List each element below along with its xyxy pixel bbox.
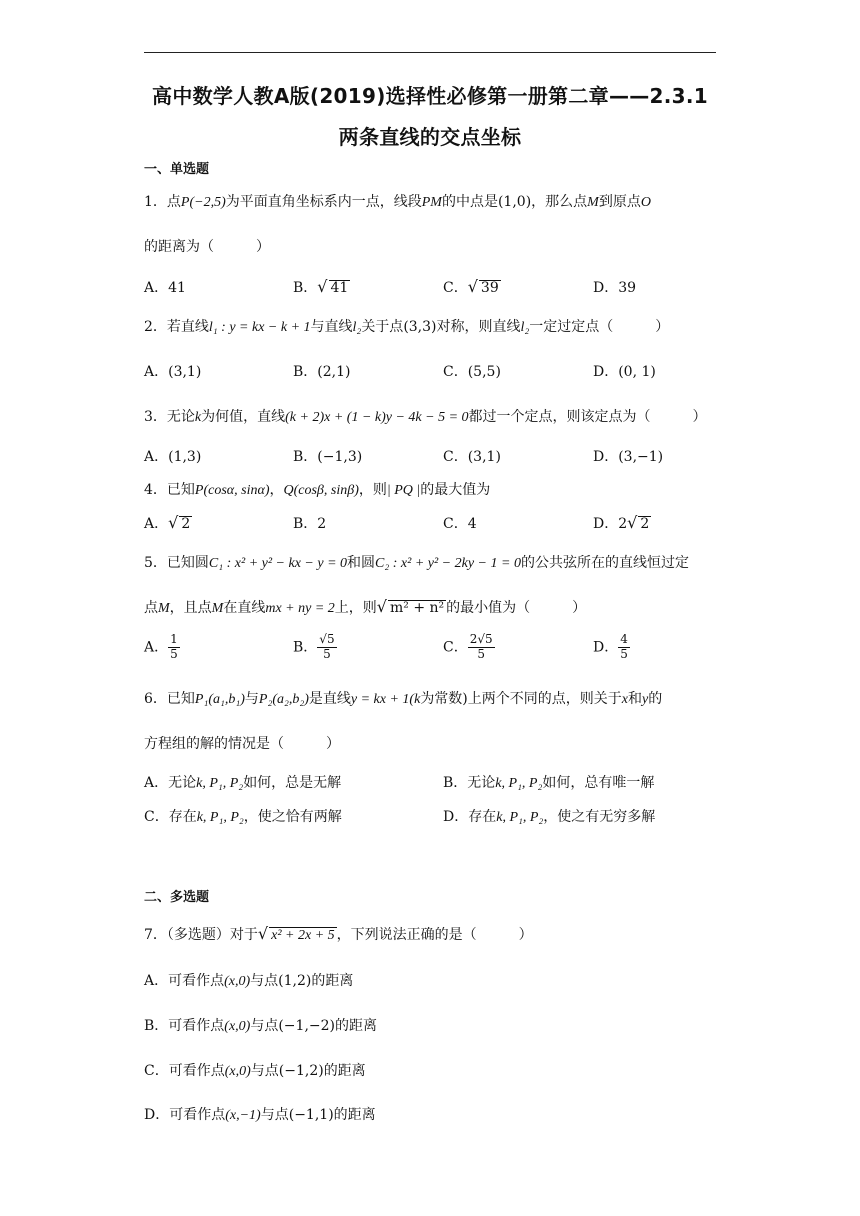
q5-option-a: A． $\frac{1}{5}$ bbox=[144, 632, 178, 661]
q5-option-c: C． $\frac{2√5}{5}$ bbox=[443, 632, 493, 661]
question-1-line-2: 的距离为（ ） bbox=[144, 239, 270, 255]
q2-option-b: B．(2,1) bbox=[293, 364, 351, 380]
q6-option-d: D．存在k, P₁, P₂，使之有无穷多解 bbox=[443, 809, 656, 825]
q1-option-b: B．√ 41 bbox=[293, 277, 349, 296]
page-subtitle: 两条直线的交点坐标 bbox=[338, 125, 522, 149]
q1-option-c: C．√ 39 bbox=[443, 277, 499, 296]
q7-option-a: A．可看作点(x,0)与点(1,2)的距离 bbox=[144, 973, 354, 989]
question-6-line-2: 方程组的解的情况是（ ） bbox=[144, 736, 340, 752]
q2-option-c: C．(5,5) bbox=[443, 364, 501, 380]
q7-option-b: B．可看作点(x,0)与点(−1,−2)的距离 bbox=[144, 1018, 377, 1034]
q2-option-d: D．(0, 1) bbox=[593, 364, 656, 380]
q3-option-c: C．(3,1) bbox=[443, 449, 501, 465]
question-2: 2．若直线l₁ : y = kx − k + 1与直线l₂关于点(3,3)对称，则直线l₂一定过定点（ ） bbox=[144, 319, 670, 335]
q4-option-d: D．2√ 2 bbox=[593, 513, 650, 532]
question-3: 3．无论k为何值，直线(k + 2)x + (1 − k)y − 4k − 5 = 0都过一个定点，则该定点为（ ） bbox=[144, 409, 707, 425]
q5-option-b: B． $\frac{√5}{5}$ bbox=[293, 632, 335, 661]
question-5: 5．已知圆C₁ : x² + y² − kx − y = 0和圆C₂ : x² + y² − 2ky − 1 = 0的公共弦所在的直线恒过定 bbox=[144, 555, 689, 571]
q6-option-a: A．无论k, P₁, P₂如何，总是无解 bbox=[144, 775, 342, 791]
q6-option-b: B．无论k, P₁, P₂如何，总有唯一解 bbox=[443, 775, 655, 791]
question-4: 4．已知P(cosα, sinα)，Q(cosβ, sinβ)，则| PQ |的最大值为 bbox=[144, 482, 491, 498]
q4-option-a: A．√ 2 bbox=[144, 513, 191, 532]
section-heading-single-choice: 一、单选题 bbox=[144, 162, 210, 177]
q7-option-c: C．可看作点(x,0)与点(−1,2)的距离 bbox=[144, 1063, 366, 1079]
header-rule bbox=[144, 52, 716, 53]
question-6: 6．已知P₁(a₁,b₁)与P₂(a₂,b₂)是直线y = kx + 1(k为常数)上两个不同的点，则关于x和y的 bbox=[144, 691, 663, 707]
page-title: 高中数学人教A版(2019)选择性必修第一册第二章——2.3.1 bbox=[152, 84, 708, 108]
section-heading-multiple-choice: 二、多选题 bbox=[144, 890, 210, 905]
question-5-line-2: 点M，且点M在直线mx + ny = 2上，则√ m² + n² 的最小值为（ ） bbox=[144, 597, 587, 616]
question-7: 7．（多选题）对于√ x² + 2x + 5 ，下列说法正确的是（ ） bbox=[144, 924, 533, 943]
q3-option-b: B．(−1,3) bbox=[293, 449, 363, 465]
q1-option-a: A．41 bbox=[144, 280, 186, 296]
q2-option-a: A．(3,1) bbox=[144, 364, 202, 380]
q1-option-d: D．39 bbox=[593, 280, 637, 296]
q6-option-c: C．存在k, P₁, P₂，使之恰有两解 bbox=[144, 809, 342, 825]
q4-option-b: B．2 bbox=[293, 516, 327, 532]
q3-option-d: D．(3,−1) bbox=[593, 449, 664, 465]
q4-option-c: C．4 bbox=[443, 516, 477, 532]
q3-option-a: A．(1,3) bbox=[144, 449, 202, 465]
q5-option-d: D． $\frac{4}{5}$ bbox=[593, 632, 628, 661]
question-1: 1．点P(−2,5)为平面直角坐标系内一点，线段PM的中点是(1,0)，那么点M到原点O bbox=[144, 194, 651, 210]
q7-option-d: D．可看作点(x,−1)与点(−1,1)的距离 bbox=[144, 1107, 376, 1123]
